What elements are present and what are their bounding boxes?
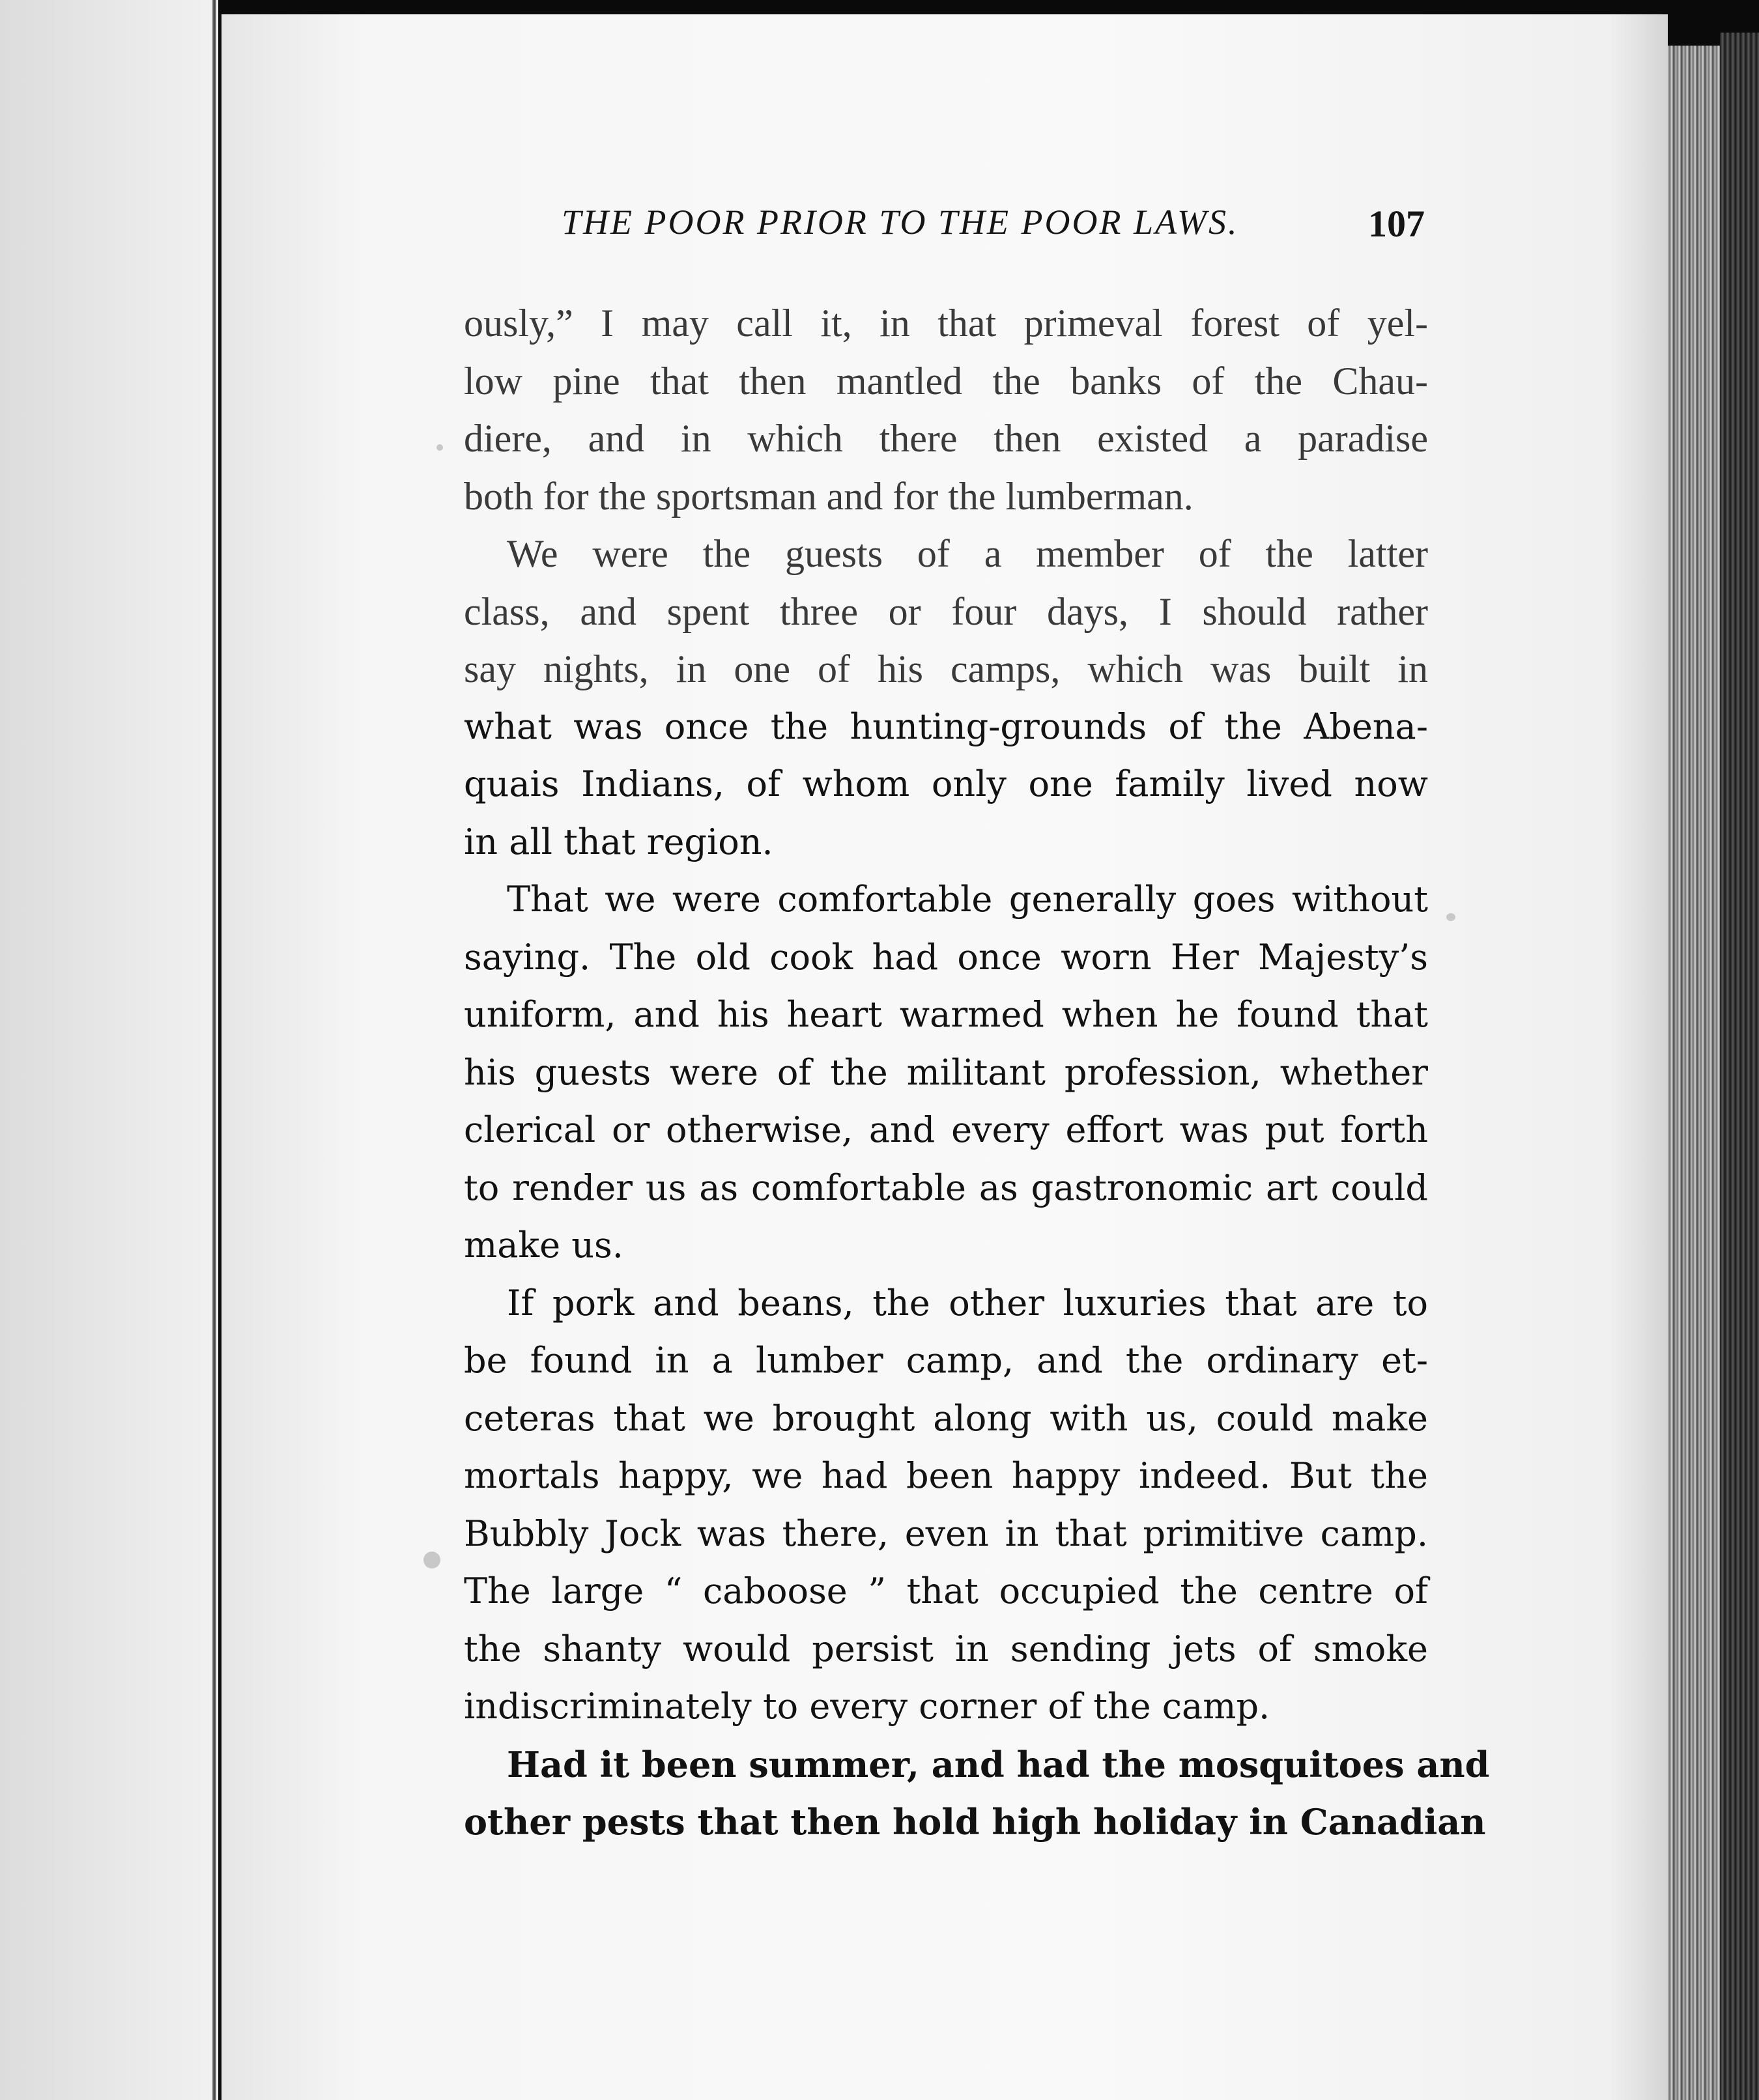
- left-page-margin: [0, 0, 218, 2100]
- body-text: [464, 294, 1490, 1851]
- text-line: the shanty would persist in sending jets of smoke: [464, 1628, 1428, 1669]
- paper-speck: [423, 1552, 440, 1568]
- text-line: clerical or otherwise, and every effort was put forth: [464, 1109, 1428, 1150]
- text-line-paragraph-start: That we were comfortable generally goes without: [507, 879, 1428, 920]
- text-line: ously,” I may call it, in that primeval forest of yel-: [464, 302, 1428, 345]
- text-line-paragraph-start: We were the guests of a member of the latter: [507, 532, 1428, 575]
- text-line: class, and spent three or four days, I should rather: [464, 589, 1428, 633]
- text-line-paragraph-start: Had it been summer, and had the mosquitoes and: [507, 1743, 1490, 1785]
- text-line: ceteras that we brought along with us, could make: [464, 1397, 1428, 1439]
- text-line: Bubbly Jock was there, even in that primitive camp.: [464, 1512, 1428, 1554]
- book-gutter: [212, 0, 216, 2100]
- text-line: mortals happy, we had been happy indeed. But the: [464, 1455, 1428, 1496]
- text-line: uniform, and his heart warmed when he found that: [464, 994, 1428, 1035]
- text-line: quais Indians, of whom only one family lived now: [464, 763, 1428, 804]
- text-line: indiscriminately to every corner of the camp.: [464, 1686, 1270, 1727]
- text-line: what was once the hunting-grounds of the Abena-: [464, 705, 1428, 747]
- text-line-paragraph-start: If pork and beans, the other luxuries that are to: [507, 1282, 1428, 1324]
- text-line: make us.: [464, 1225, 623, 1266]
- text-line: to render us as comfortable as gastronomic art could: [464, 1167, 1428, 1208]
- text-line: both for the sportsman and for the lumberman.: [464, 474, 1194, 518]
- text-line: low pine that then mantled the banks of the Chau-: [464, 359, 1428, 403]
- text-line: his guests were of the militant profession, whether: [464, 1051, 1428, 1093]
- text-line: say nights, in one of his camps, which was built in: [464, 647, 1428, 690]
- paper-speck: [1446, 913, 1455, 921]
- page-number: 107: [1368, 203, 1425, 245]
- running-header: THE POOR PRIOR TO THE POOR LAWS.: [562, 203, 1239, 242]
- text-line: be found in a lumber camp, and the ordinary et-: [464, 1340, 1428, 1381]
- text-line: in all that region.: [464, 821, 773, 862]
- text-line: The large “ caboose ” that occupied the centre of: [464, 1570, 1428, 1611]
- book-cover-edge: [1720, 33, 1759, 2100]
- text-line: other pests that then hold high holiday in Canadian: [464, 1801, 1486, 1843]
- text-line: saying. The old cook had once worn Her Majesty’s: [464, 936, 1428, 978]
- paper-speck: [436, 444, 443, 451]
- text-line: diere, and in which there then existed a paradise: [464, 417, 1428, 460]
